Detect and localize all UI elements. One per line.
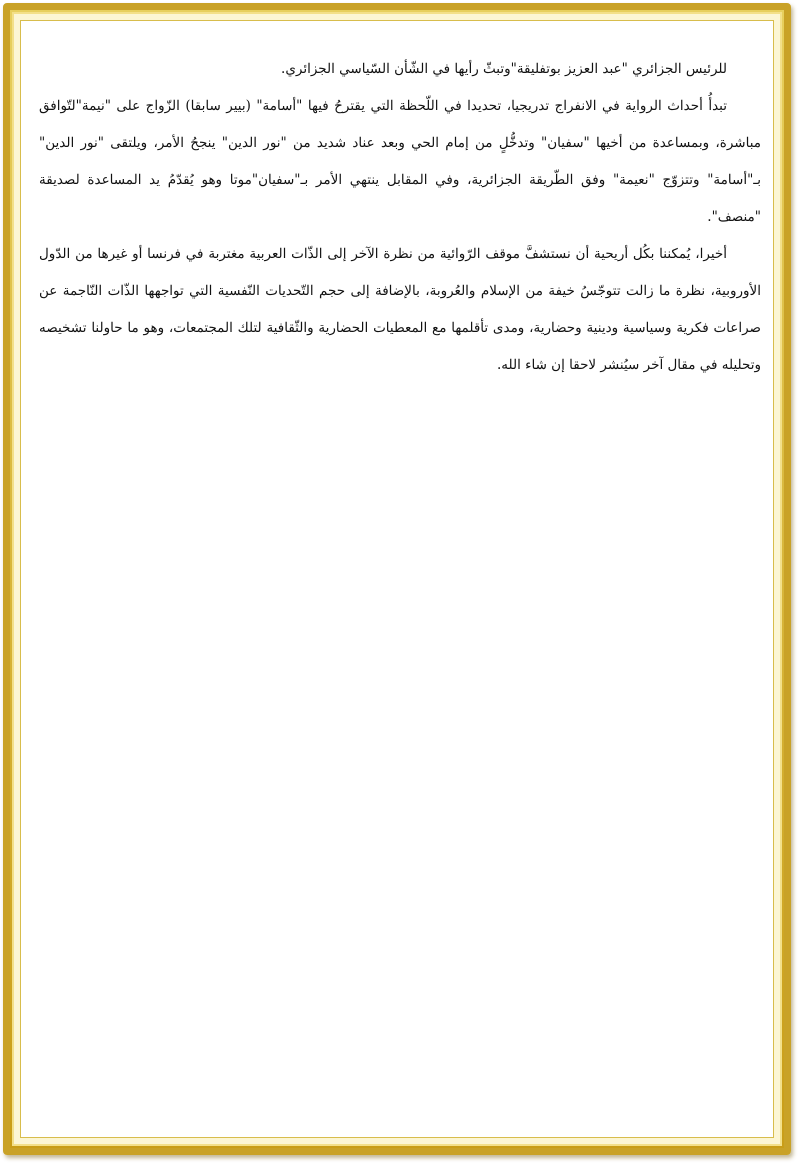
document-body [39, 51, 761, 384]
paragraph-2: تبدأُ أحداث الرواية في الانفراج تدريجيا، تحديدا في اللّحظة التي يقترحُ فيها "أسامة" (بيير سابقا) الزّواج على "نيمة"لتّوافق مباشرة، وبمساعدة من أخيها "سفيان" وتدخُّلٍ من إمام الحي وبعد عناد شديد من "نور الدين" ينجحُ الأمر، ويلتقى "نور الدين" بـ"أسامة" وتتزوّج "نعيمة" وفق الطّريقة الجزائرية، وفي المقابل ينتهي الأمر بـ"سفيان"موتا وهو يُقدّمُ يد المساعدة لصديقة "منصف". [39, 98, 761, 225]
decorative-gold-frame [3, 3, 791, 1155]
page-content-area [20, 20, 774, 1138]
paragraph-3: أخيرا، يُمكننا بكُل أريحية أن نستشفَّ موقف الرّوائية من نظرة الآخر إلى الذّات العربية مغتربة في فرنسا أو غيرها من الدّول الأوروبية، نظرة ما زالت تتوجّسُ خيفة من الإسلام والعُروبة، بالإضافة إلى حجم التّحديات النّفسية التي تواجهها الذّات النّاجمة عن صراعات فكرية وسياسية ودينية وحضارية، ومدى تأقلمها مع المعطيات الحضارية والثّقافية لتلك المجتمعات، وهو ما حاولنا تشخيصه وتحليله في مقال آخر سيُنشر لاحقا إن شاء الله. [39, 246, 761, 373]
frame-inner-border [12, 12, 782, 1146]
paragraph-1: للرئيس الجزائري "عبد العزيز بوتفليقة"وتبثّ رأيها في الشّأن السّياسي الجزائري. [281, 61, 727, 77]
